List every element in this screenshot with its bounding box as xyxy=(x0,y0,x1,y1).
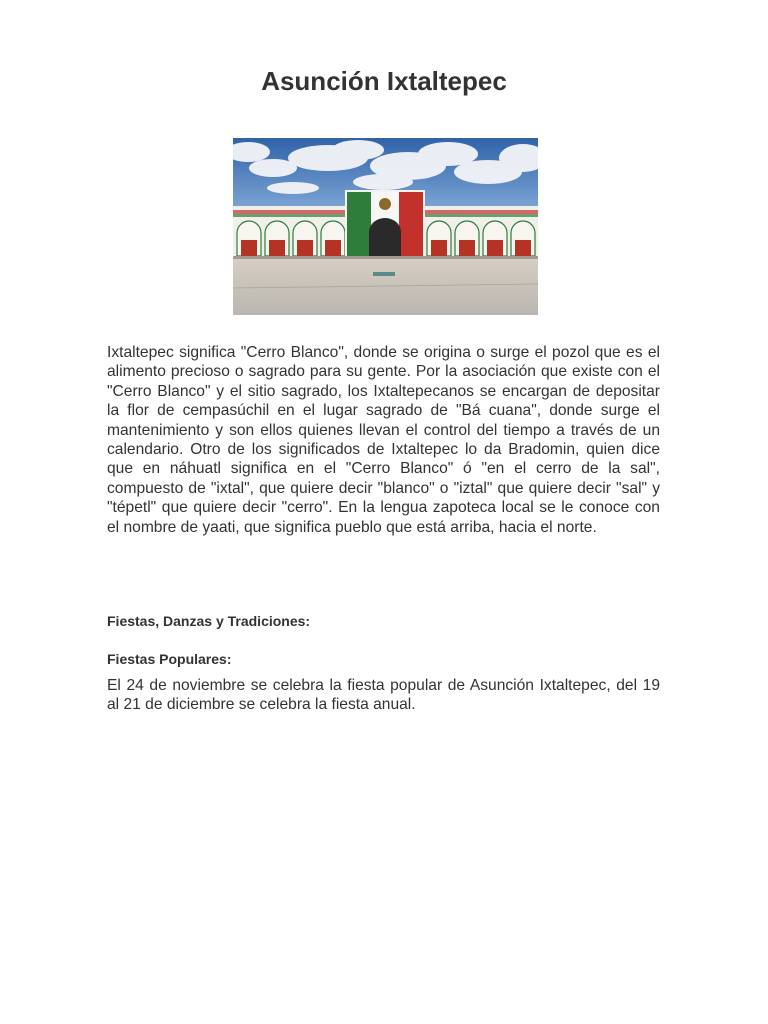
fiestas-paragraph: El 24 de noviembre se celebra la fiesta popular de Asunción Ixtaltepec, del 19 al 21 de diciembre se celebra la fiesta anual. xyxy=(107,677,660,714)
subsection-heading: Fiestas Populares: xyxy=(107,651,232,667)
section-heading: Fiestas, Danzas y Tradiciones: xyxy=(107,613,311,629)
page-title: Asunción Ixtaltepec xyxy=(261,66,507,96)
intro-paragraph: Ixtaltepec significa "Cerro Blanco", donde se origina o surge el pozol que es el alimento precioso o sagrado para su gente. Por la asociación que existe con el "Cerro Blanco" y el sitio sagrado, los Ixtaltepecanos se encargan de depositar la flor de cempasúchil en el lugar sagrado de "Bá cuana", donde surge el mantenimiento y son ellos quienes llevan el control del tiempo a través de un calendario. Otro de los significados de Ixtaltepec lo da Bradomin, quien dice que en náhuatl significa en el "Cerro Blanco" ó "en el cerro de la sal", compuesto de "ixtal", que quiere decir "blanco" o "iztal" que quiere decir "sal" y "tépetl" que quiere decir "cerro". En la lengua zapoteca local se le conoce con el nombre de yaati, que significa pueblo que está arriba, hacia el norte. xyxy=(107,344,660,536)
town-hall-photo xyxy=(233,138,538,315)
